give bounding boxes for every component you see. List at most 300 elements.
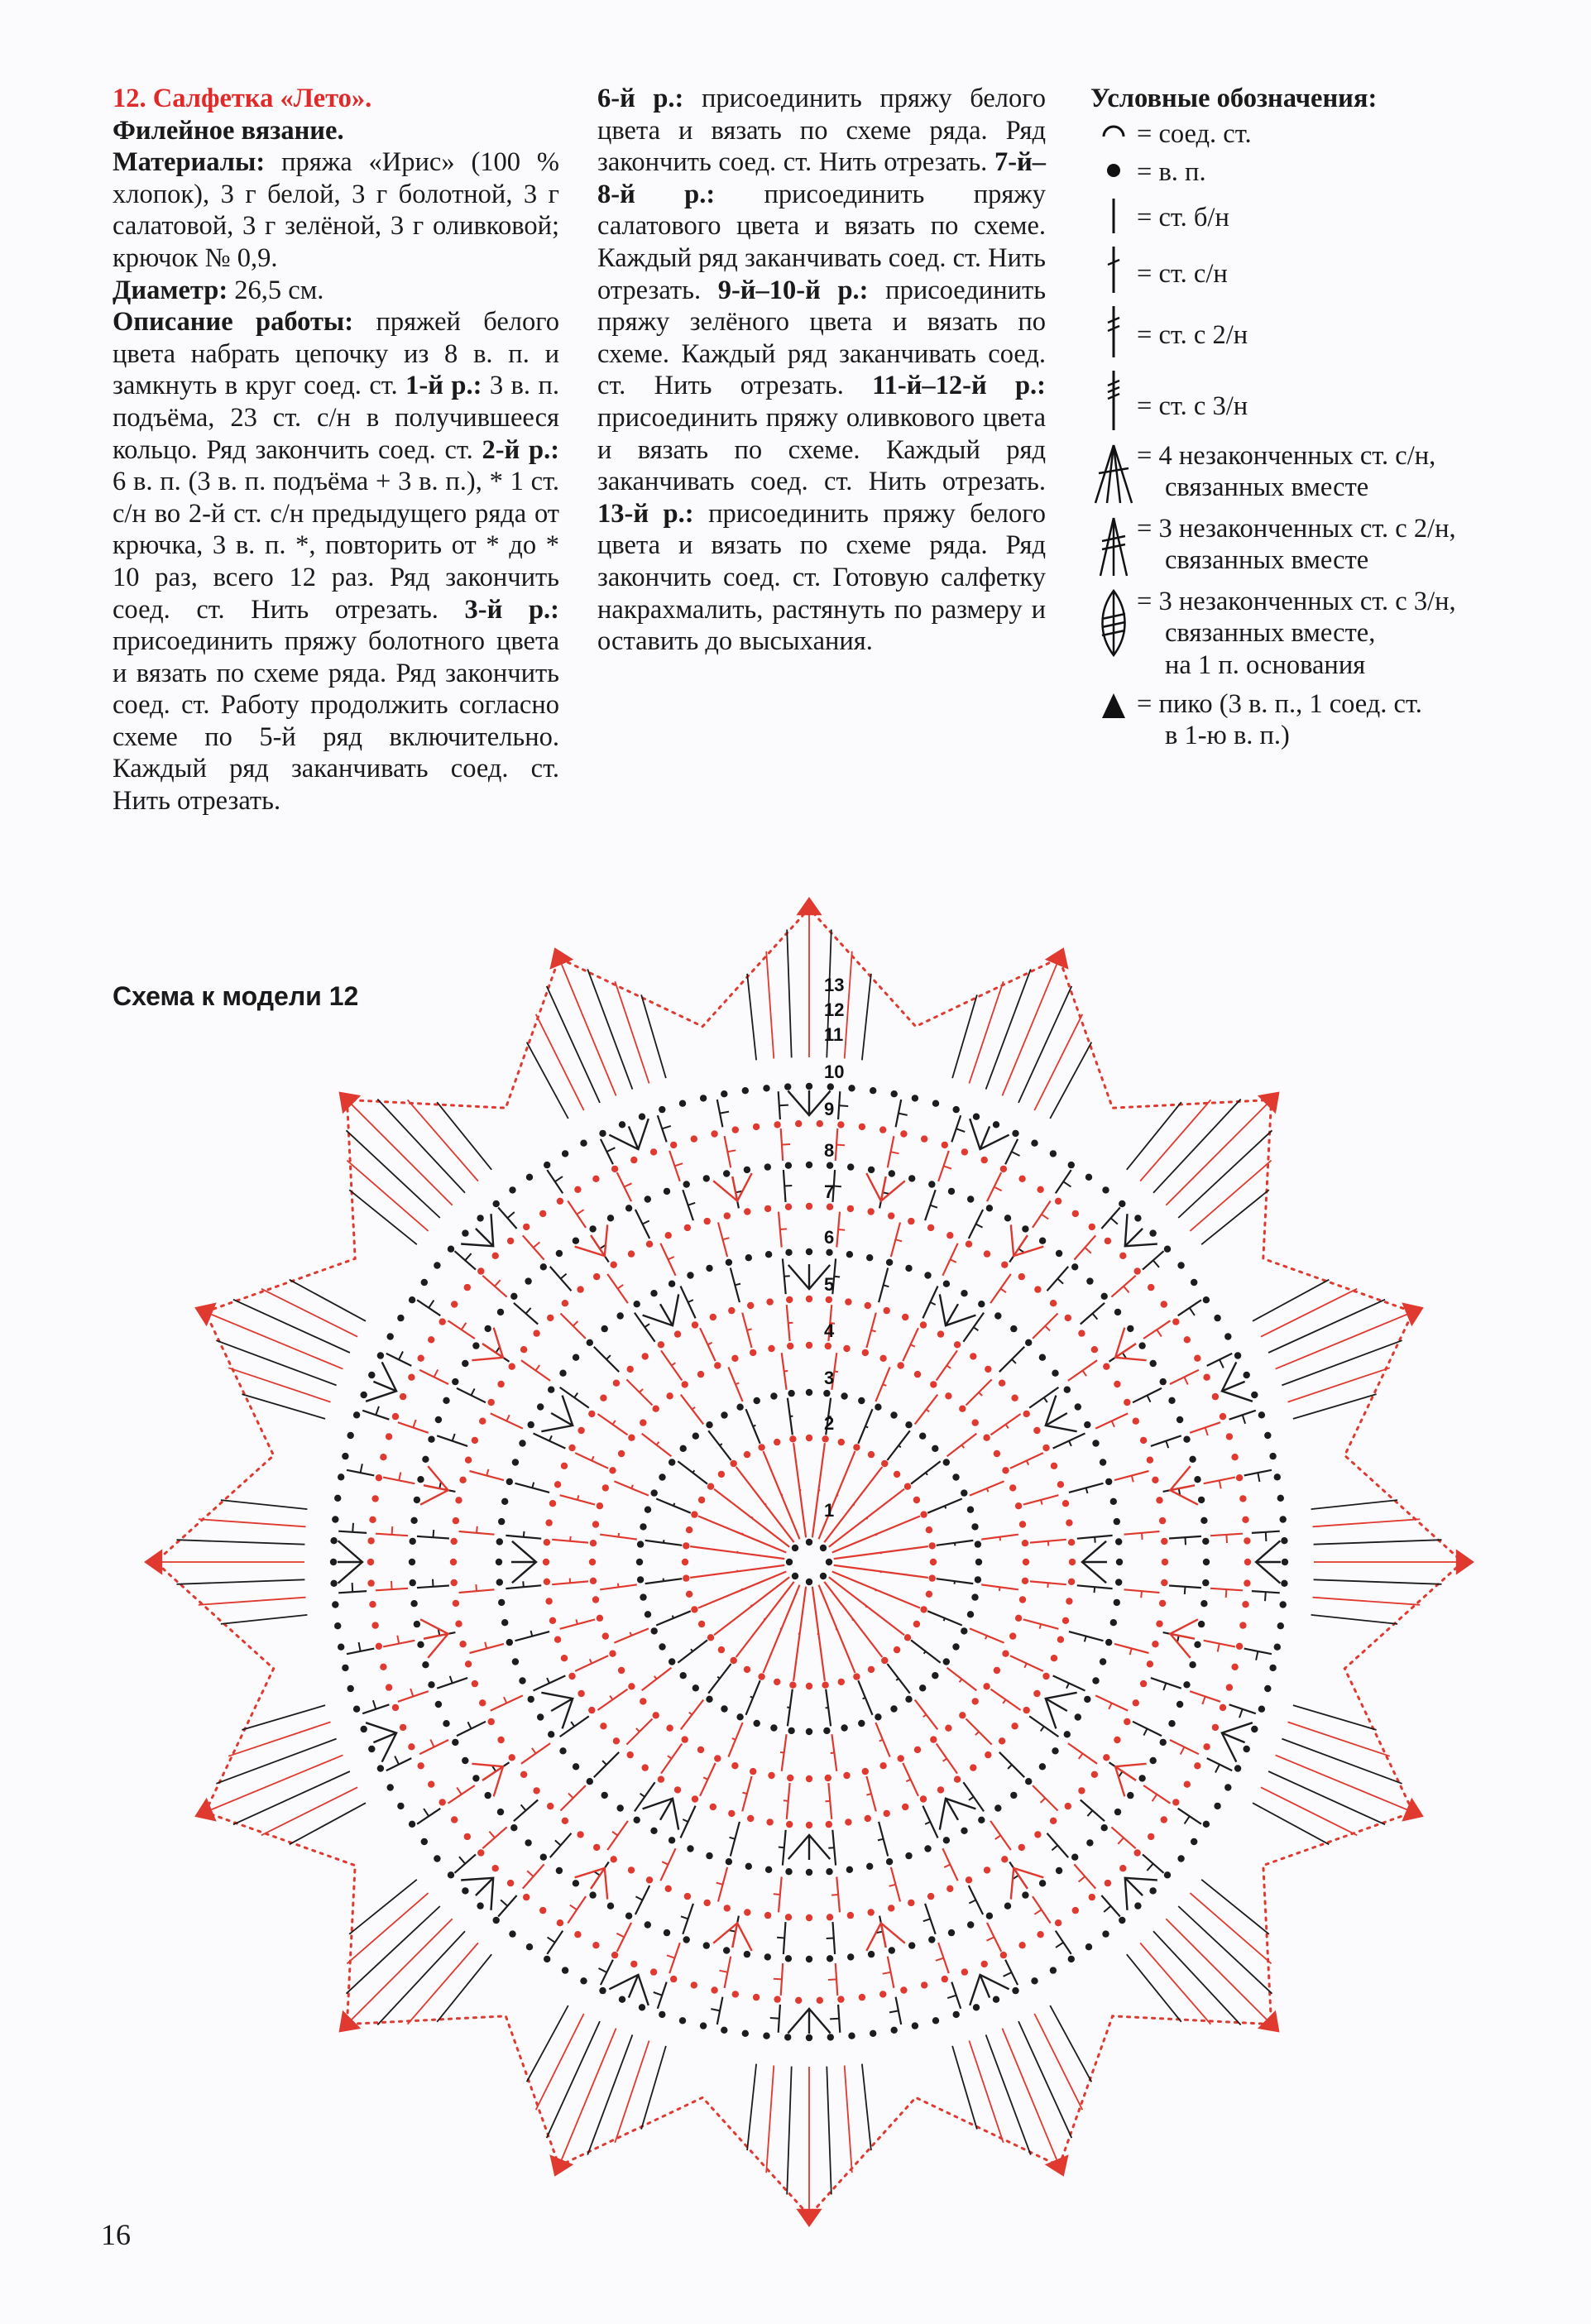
chain-stitch-mark bbox=[764, 1163, 771, 1170]
chain-stitch-mark bbox=[975, 1541, 981, 1547]
chain-stitch-mark bbox=[548, 1387, 554, 1393]
chain-stitch-mark bbox=[562, 1150, 568, 1157]
edge-stitch-mark bbox=[587, 2034, 632, 2154]
stitch-bar-mark bbox=[836, 1629, 837, 1630]
chain-stitch-mark bbox=[900, 1986, 907, 1993]
row7-text: присоединить пряжу салатового цвета и вязать по схеме. Каждый ряд заканчивать соед. ст. Нить отрезать. bbox=[597, 179, 1046, 305]
chain-stitch-mark bbox=[590, 1578, 597, 1584]
chain-stitch-mark bbox=[443, 1397, 449, 1404]
chain-stitch-mark bbox=[1269, 1665, 1276, 1671]
chain-stitch-mark bbox=[1022, 1225, 1028, 1232]
chain-stitch-mark bbox=[972, 1419, 979, 1426]
chain-stitch-mark bbox=[1119, 1917, 1125, 1924]
stitch-bar-mark bbox=[895, 1239, 902, 1241]
chain-stitch-mark bbox=[593, 1273, 600, 1280]
stitch-bar-mark bbox=[732, 1738, 736, 1740]
stitch-bar-mark bbox=[1079, 1876, 1085, 1882]
chain-stitch-mark bbox=[334, 1495, 341, 1502]
chain-stitch-mark bbox=[859, 1124, 865, 1130]
chain-stitch-mark bbox=[929, 1542, 936, 1549]
chain-stitch-mark bbox=[736, 1404, 743, 1411]
chain-stitch-mark bbox=[611, 1262, 617, 1268]
edge-stitch-mark bbox=[1253, 1280, 1329, 1321]
stitch-bar-mark bbox=[730, 1838, 736, 1839]
chain-stitch-mark bbox=[845, 1298, 851, 1305]
row-number-label: 2 bbox=[824, 1413, 835, 1434]
stitch-bar-mark bbox=[1012, 1152, 1020, 1156]
chain-stitch-mark bbox=[1161, 1579, 1167, 1586]
cluster-mark bbox=[866, 1173, 905, 1201]
chain-stitch-mark bbox=[930, 1559, 937, 1565]
stitch-bar-mark bbox=[923, 1715, 927, 1718]
stitch-mark bbox=[812, 1587, 825, 1681]
chain-stitch-mark bbox=[841, 1392, 847, 1399]
chain-stitch-mark bbox=[611, 1166, 618, 1172]
stitch-bar-mark bbox=[536, 1365, 540, 1371]
edge-stitch-mark bbox=[349, 1190, 417, 1244]
chain-stitch-mark bbox=[613, 1737, 620, 1744]
stitch-mark bbox=[891, 1867, 900, 1902]
chain-stitch-mark bbox=[510, 1293, 517, 1300]
chain-stitch-mark bbox=[1100, 1658, 1106, 1665]
chain-stitch-mark bbox=[597, 1615, 603, 1622]
stitch-bar-mark bbox=[1083, 1371, 1087, 1377]
chain-stitch-mark bbox=[691, 1511, 697, 1517]
edge-stitch-mark bbox=[1127, 1102, 1181, 1170]
cluster-mark bbox=[643, 1294, 679, 1325]
stitch-bar-mark bbox=[561, 1274, 567, 1279]
chain-stitch-mark bbox=[1134, 1902, 1141, 1909]
stitch-bar-mark bbox=[853, 1505, 854, 1506]
chain-stitch-mark bbox=[953, 1106, 960, 1113]
stitch-bar-mark bbox=[896, 1679, 899, 1680]
chain-stitch-mark bbox=[664, 1188, 670, 1195]
chain-stitch-mark bbox=[742, 2030, 749, 2037]
edge-stitch-mark bbox=[347, 1906, 440, 1994]
chain-stitch-mark bbox=[692, 1433, 699, 1440]
stitch-bar-mark bbox=[352, 1523, 353, 1532]
chain-stitch-mark bbox=[774, 1679, 780, 1685]
stitch-bar-mark bbox=[836, 1145, 845, 1146]
edge-stitch-mark bbox=[969, 2041, 1003, 2143]
chain-stitch-mark bbox=[1105, 1238, 1111, 1244]
edge-stitch-mark bbox=[845, 2066, 852, 2173]
chain-stitch-mark bbox=[859, 1994, 865, 2001]
stitch-mark bbox=[1069, 1632, 1104, 1641]
stitch-bar-mark bbox=[571, 1722, 574, 1727]
chain-stitch-mark bbox=[669, 1658, 675, 1665]
chain-stitch-mark bbox=[1161, 1301, 1167, 1307]
row9-text: присоединить пряжу зелёного цвета и вязать по схеме. Каждый ряд заканчивать соед. ст. Нить отрезать. bbox=[597, 275, 1047, 401]
chain-stitch-mark bbox=[669, 1281, 675, 1287]
edge-stitch-mark bbox=[1282, 1340, 1402, 1385]
stitch-bar-mark bbox=[1057, 1279, 1063, 1284]
chain-stitch-mark bbox=[465, 1660, 472, 1667]
chain-stitch-mark bbox=[1042, 1445, 1049, 1451]
stitch-bar-mark bbox=[884, 1285, 889, 1287]
chain-stitch-mark bbox=[659, 1106, 665, 1113]
chain-stitch-mark bbox=[342, 1665, 348, 1671]
cluster-mark bbox=[609, 1119, 648, 1149]
edge-stitch-mark bbox=[1166, 1919, 1271, 2024]
edge-stitch-mark bbox=[747, 974, 756, 1061]
chain-stitch-mark bbox=[493, 1200, 500, 1207]
chain-stitch-mark bbox=[975, 1559, 982, 1565]
chain-stitch-mark bbox=[410, 1600, 417, 1607]
chain-stitch-mark bbox=[386, 1433, 392, 1440]
chain-stitch-mark bbox=[994, 1804, 1001, 1811]
chain-stitch-mark bbox=[710, 1804, 716, 1810]
stitch-bar-mark bbox=[943, 1759, 947, 1761]
stitch-mark bbox=[911, 1640, 941, 1662]
legend-item: = 4 незаконченных ст. с/н, связанных вместе bbox=[1090, 440, 1554, 506]
chain-stitch-mark bbox=[1057, 1636, 1064, 1643]
stitch-mark bbox=[1047, 1833, 1069, 1857]
chain-stitch-mark bbox=[919, 1433, 926, 1440]
chain-stitch-mark bbox=[549, 1617, 556, 1624]
chain-stitch-mark bbox=[983, 1683, 990, 1689]
stitch-bar-mark bbox=[828, 1979, 836, 1980]
stitch-bar-mark bbox=[1085, 1636, 1086, 1642]
diameter-text: 26,5 см. bbox=[234, 275, 324, 305]
chain-stitch-mark bbox=[1066, 1598, 1072, 1604]
chain-stitch-mark bbox=[607, 1215, 614, 1221]
chain-stitch-mark bbox=[1242, 1517, 1248, 1523]
chain-stitch-mark bbox=[744, 1167, 750, 1173]
chain-stitch-mark bbox=[497, 1309, 504, 1315]
chain-stitch-mark bbox=[628, 1435, 635, 1441]
chain-stitch-mark bbox=[731, 1657, 737, 1664]
chain-stitch-mark bbox=[785, 1204, 792, 1210]
edge-stitch-mark bbox=[1282, 1739, 1402, 1784]
chain-stitch-mark bbox=[653, 1712, 659, 1718]
chain-stitch-mark bbox=[786, 1821, 793, 1828]
cluster-mark bbox=[788, 1835, 830, 1860]
chain-stitch-mark bbox=[827, 1204, 833, 1210]
chain-stitch-mark bbox=[1050, 1300, 1057, 1306]
chain-stitch-mark bbox=[1214, 1315, 1220, 1321]
chain-stitch-mark bbox=[753, 1994, 760, 2001]
stitch-bar-mark bbox=[962, 1445, 965, 1449]
chain-stitch-mark bbox=[439, 1799, 446, 1805]
stitch-mark bbox=[681, 1287, 696, 1319]
chain-stitch-mark bbox=[1220, 1413, 1226, 1420]
chain-stitch-mark bbox=[1064, 1387, 1071, 1393]
chain-stitch-mark bbox=[983, 1435, 990, 1441]
stitch-mark bbox=[661, 1350, 682, 1380]
chain-stitch-mark bbox=[747, 1815, 754, 1822]
cluster-mark bbox=[1222, 1362, 1253, 1401]
chain-stitch-mark bbox=[1239, 1495, 1246, 1502]
chain-stitch-mark bbox=[961, 1489, 967, 1496]
legend-item: = соед. ст. bbox=[1090, 118, 1554, 151]
row6-label: 6-й р.: bbox=[597, 84, 684, 113]
chain-stitch-mark bbox=[682, 1559, 688, 1565]
legend-item: = ст. б/н bbox=[1090, 195, 1554, 237]
chain-stitch-mark bbox=[920, 1321, 927, 1328]
chain-stitch-mark bbox=[932, 1672, 938, 1679]
chain-stitch-mark bbox=[766, 1818, 773, 1825]
chain-stitch-mark bbox=[954, 1341, 961, 1348]
chain-stitch-mark bbox=[898, 1755, 904, 1761]
chain-stitch-mark bbox=[488, 1399, 495, 1406]
stitch-bar-mark bbox=[906, 1780, 910, 1781]
chain-stitch-mark bbox=[421, 1838, 428, 1845]
chain-stitch-mark bbox=[367, 1537, 374, 1544]
chain-stitch-mark bbox=[961, 1290, 967, 1296]
chain-stitch-mark bbox=[926, 1591, 932, 1598]
stitch-bar-mark bbox=[703, 1777, 707, 1780]
edge-stitch-mark bbox=[347, 1100, 452, 1205]
chain-stitch-mark bbox=[978, 1817, 985, 1823]
edge-stitch-mark bbox=[177, 1579, 305, 1584]
stitch-bar-mark bbox=[774, 1979, 782, 1980]
chain-stitch-mark bbox=[645, 1921, 651, 1928]
chain-stitch-mark bbox=[628, 1866, 635, 1873]
stitch-mark bbox=[681, 1395, 703, 1425]
chain-stitch-mark bbox=[1025, 1778, 1032, 1785]
chain-stitch-mark bbox=[728, 1307, 735, 1314]
chain-stitch-mark bbox=[617, 1804, 624, 1811]
chain-stitch-mark bbox=[879, 1762, 886, 1769]
chain-stitch-mark bbox=[972, 1698, 979, 1704]
chain-stitch-mark bbox=[1018, 1176, 1025, 1182]
chain-stitch-mark bbox=[353, 1706, 360, 1713]
chain-stitch-mark bbox=[1202, 1538, 1209, 1545]
chain-stitch-mark bbox=[625, 1913, 632, 1919]
stitch-bar-mark bbox=[784, 1276, 790, 1277]
row-number-label: 9 bbox=[824, 1099, 835, 1119]
chain-stitch-mark bbox=[443, 1720, 449, 1727]
stitch-bar-mark bbox=[1220, 1359, 1224, 1368]
chain-stitch-mark bbox=[774, 1121, 780, 1128]
chain-stitch-mark bbox=[806, 1083, 812, 1090]
stitch-bar-mark bbox=[399, 1352, 403, 1360]
chain-stitch-mark bbox=[825, 1343, 831, 1349]
chain-stitch-mark bbox=[875, 1404, 881, 1411]
stitch-bar-mark bbox=[779, 1105, 788, 1106]
stitch-mark bbox=[482, 1827, 506, 1848]
stitch-mark bbox=[887, 1430, 909, 1460]
chain-stitch-mark bbox=[750, 1349, 756, 1356]
chain-stitch-mark bbox=[744, 1208, 750, 1215]
chain-stitch-mark bbox=[418, 1762, 424, 1769]
chain-stitch-mark bbox=[501, 1619, 508, 1626]
chain-stitch-mark bbox=[1168, 1397, 1175, 1404]
stitch-bar-mark bbox=[395, 1756, 399, 1765]
chain-stitch-mark bbox=[1138, 1775, 1145, 1781]
chain-stitch-mark bbox=[539, 1210, 546, 1217]
chain-stitch-mark bbox=[1234, 1352, 1241, 1358]
chain-stitch-mark bbox=[985, 1751, 991, 1758]
chain-stitch-mark bbox=[371, 1622, 378, 1628]
edge-stitch-mark bbox=[1313, 1598, 1421, 1605]
chain-stitch-mark bbox=[981, 1961, 988, 1967]
materials-text: пряжа «Ирис» (100 % хлопок), 3 г белой, 3 г болотной, 3 г салатовой, 3 г зелёной, 3 г оливковой; крючок № 0,9. bbox=[113, 147, 560, 273]
edge-stitch-mark bbox=[587, 969, 632, 1089]
chain-stitch-mark bbox=[1280, 1516, 1287, 1522]
chain-stitch-mark bbox=[493, 1917, 500, 1924]
page-number: 16 bbox=[101, 2218, 131, 2251]
chain-stitch-mark bbox=[450, 1559, 457, 1565]
stitch-mark bbox=[1143, 1251, 1164, 1269]
chain-stitch-mark bbox=[714, 1755, 721, 1761]
chain-stitch-mark bbox=[1160, 1739, 1167, 1746]
chain-stitch-mark bbox=[602, 1484, 609, 1491]
chain-stitch-mark bbox=[1114, 1309, 1121, 1315]
stitch-bar-mark bbox=[1185, 1587, 1186, 1594]
chain-stitch-mark bbox=[1160, 1378, 1167, 1385]
chain-stitch-mark bbox=[587, 1339, 593, 1346]
row-number-label: 10 bbox=[824, 1061, 845, 1082]
chain-stitch-mark bbox=[787, 1343, 793, 1349]
chain-stitch-mark bbox=[1001, 1856, 1008, 1862]
chain-stitch-mark bbox=[1091, 1771, 1098, 1778]
stitch-bar-mark bbox=[727, 1150, 736, 1152]
chain-stitch-mark bbox=[1015, 1615, 1022, 1622]
chain-stitch-mark bbox=[627, 1366, 634, 1373]
chain-stitch-mark bbox=[1127, 1792, 1133, 1799]
chain-stitch-mark bbox=[1004, 1903, 1011, 1910]
chain-stitch-mark bbox=[533, 1330, 539, 1336]
stitch-mark bbox=[951, 1115, 961, 1142]
edge-stitch-mark bbox=[216, 1340, 336, 1385]
stitch-mark bbox=[515, 1483, 550, 1493]
stitch-bar-mark bbox=[485, 1642, 486, 1649]
chain-stitch-mark bbox=[417, 1641, 424, 1648]
stitch-bar-mark bbox=[742, 1533, 743, 1535]
stitch-bar-mark bbox=[521, 1804, 526, 1810]
chain-stitch-mark bbox=[607, 1903, 614, 1910]
chain-stitch-mark bbox=[650, 1968, 657, 1975]
edge-stitch-mark bbox=[766, 951, 774, 1059]
stitch-bar-mark bbox=[1000, 1537, 1001, 1541]
chain-stitch-mark bbox=[1031, 1977, 1038, 1984]
chain-stitch-mark bbox=[1056, 1867, 1062, 1874]
chain-stitch-mark bbox=[1172, 1799, 1179, 1805]
chain-stitch-mark bbox=[577, 1427, 584, 1434]
chain-stitch-mark bbox=[1051, 1463, 1057, 1469]
stitch-mark bbox=[969, 1210, 983, 1239]
row-number-label: 6 bbox=[824, 1227, 835, 1248]
chain-stitch-mark bbox=[1162, 1559, 1168, 1565]
chain-stitch-mark bbox=[679, 1100, 686, 1107]
chain-stitch-mark bbox=[904, 1634, 911, 1641]
chain-stitch-mark bbox=[557, 1198, 563, 1205]
chain-stitch-mark bbox=[562, 1967, 568, 1973]
cluster-mark bbox=[1170, 1619, 1198, 1658]
chain-stitch-mark bbox=[523, 1894, 530, 1900]
chain-stitch-mark bbox=[1114, 1599, 1120, 1606]
row-number-label: 7 bbox=[824, 1181, 835, 1202]
chain-stitch-mark bbox=[330, 1537, 337, 1544]
chain-stitch-mark bbox=[785, 1162, 792, 1169]
chain-stitch-mark bbox=[619, 1996, 625, 2003]
stitch-bar-mark bbox=[1226, 1535, 1227, 1543]
chain-stitch-mark bbox=[1258, 1706, 1265, 1713]
chain-stitch-mark bbox=[640, 1419, 646, 1426]
chain-stitch-mark bbox=[806, 1296, 812, 1302]
chain-stitch-mark bbox=[410, 1579, 416, 1586]
chain-stitch-mark bbox=[462, 1757, 468, 1764]
chain-stitch-mark bbox=[1110, 1619, 1117, 1626]
stitch-bar-mark bbox=[1143, 1729, 1147, 1736]
stitch-bar-mark bbox=[669, 1257, 674, 1259]
chain-stitch-mark bbox=[498, 1599, 505, 1606]
chain-stitch-mark bbox=[700, 1095, 707, 1101]
chain-stitch-mark bbox=[726, 1858, 732, 1865]
stitch-bar-mark bbox=[1141, 1591, 1142, 1598]
stitch-bar-mark bbox=[574, 1393, 577, 1398]
chain-stitch-mark bbox=[927, 1893, 934, 1900]
chain-stitch-mark bbox=[682, 1736, 688, 1742]
stitch-bar-mark bbox=[654, 1992, 662, 1996]
chain-stitch-mark bbox=[942, 1976, 948, 1982]
stitch-bar-mark bbox=[434, 1369, 438, 1377]
cluster-mark bbox=[541, 1396, 573, 1432]
chain-stitch-mark bbox=[1133, 1418, 1139, 1425]
chain-stitch-mark bbox=[826, 1821, 832, 1828]
chain-stitch-mark bbox=[1071, 1854, 1078, 1861]
edge-stitch-mark bbox=[527, 1042, 568, 1119]
chain-stitch-mark bbox=[1062, 1617, 1069, 1624]
stitch-bar-mark bbox=[930, 1205, 937, 1208]
chain-stitch-mark bbox=[1133, 1699, 1139, 1706]
stitch-bar-mark bbox=[1111, 1218, 1118, 1224]
stitch-bar-mark bbox=[1041, 1500, 1042, 1505]
chain-stitch-mark bbox=[1071, 1263, 1078, 1270]
edge-stitch-mark bbox=[787, 2067, 792, 2195]
stitch-bar-mark bbox=[630, 1632, 632, 1636]
chain-stitch-mark bbox=[1010, 1792, 1017, 1799]
chain-stitch-mark bbox=[723, 1170, 730, 1176]
legend-item: = ст. с/н bbox=[1090, 243, 1554, 296]
row7-label: 7-й–8-й р.: bbox=[597, 147, 1046, 209]
stitch-bar-mark bbox=[1006, 1425, 1009, 1429]
stitch-bar-mark bbox=[1079, 1753, 1083, 1759]
chain-stitch-mark bbox=[1086, 1839, 1093, 1846]
chain-stitch-mark bbox=[462, 1229, 468, 1236]
chain-stitch-mark bbox=[520, 1346, 527, 1353]
chain-stitch-mark bbox=[664, 1929, 670, 1936]
chain-stitch-mark bbox=[539, 1907, 546, 1914]
chain-stitch-mark bbox=[368, 1372, 375, 1378]
stitch-bar-mark bbox=[936, 1958, 944, 1961]
chain-stitch-mark bbox=[397, 1803, 404, 1809]
chain-stitch-mark bbox=[921, 1135, 927, 1142]
chain-stitch-mark bbox=[908, 1218, 914, 1224]
chain-stitch-mark bbox=[640, 1523, 646, 1530]
stitch-mark bbox=[690, 1565, 784, 1578]
chain-stitch-mark bbox=[451, 1579, 458, 1586]
chain-stitch-mark bbox=[488, 1718, 495, 1725]
cluster-mark bbox=[1046, 1396, 1077, 1432]
stitch-mark bbox=[568, 1201, 586, 1228]
chain-stitch-mark bbox=[928, 1936, 935, 1943]
chain-stitch-mark bbox=[868, 1167, 875, 1173]
chain-stitch-mark bbox=[387, 1784, 394, 1790]
chain-stitch-mark bbox=[1004, 1215, 1011, 1221]
stitch-bar-mark bbox=[495, 1280, 501, 1287]
chain-stitch-mark bbox=[509, 1363, 515, 1370]
stitch-bar-mark bbox=[944, 1865, 950, 1867]
chain-stitch-mark bbox=[1203, 1296, 1210, 1303]
chain-stitch-mark bbox=[609, 1651, 616, 1657]
chain-stitch-mark bbox=[627, 1751, 634, 1758]
chain-stitch-mark bbox=[376, 1474, 382, 1481]
chain-stitch-mark bbox=[711, 1986, 717, 1993]
stitch-bar-mark bbox=[1184, 1377, 1187, 1384]
